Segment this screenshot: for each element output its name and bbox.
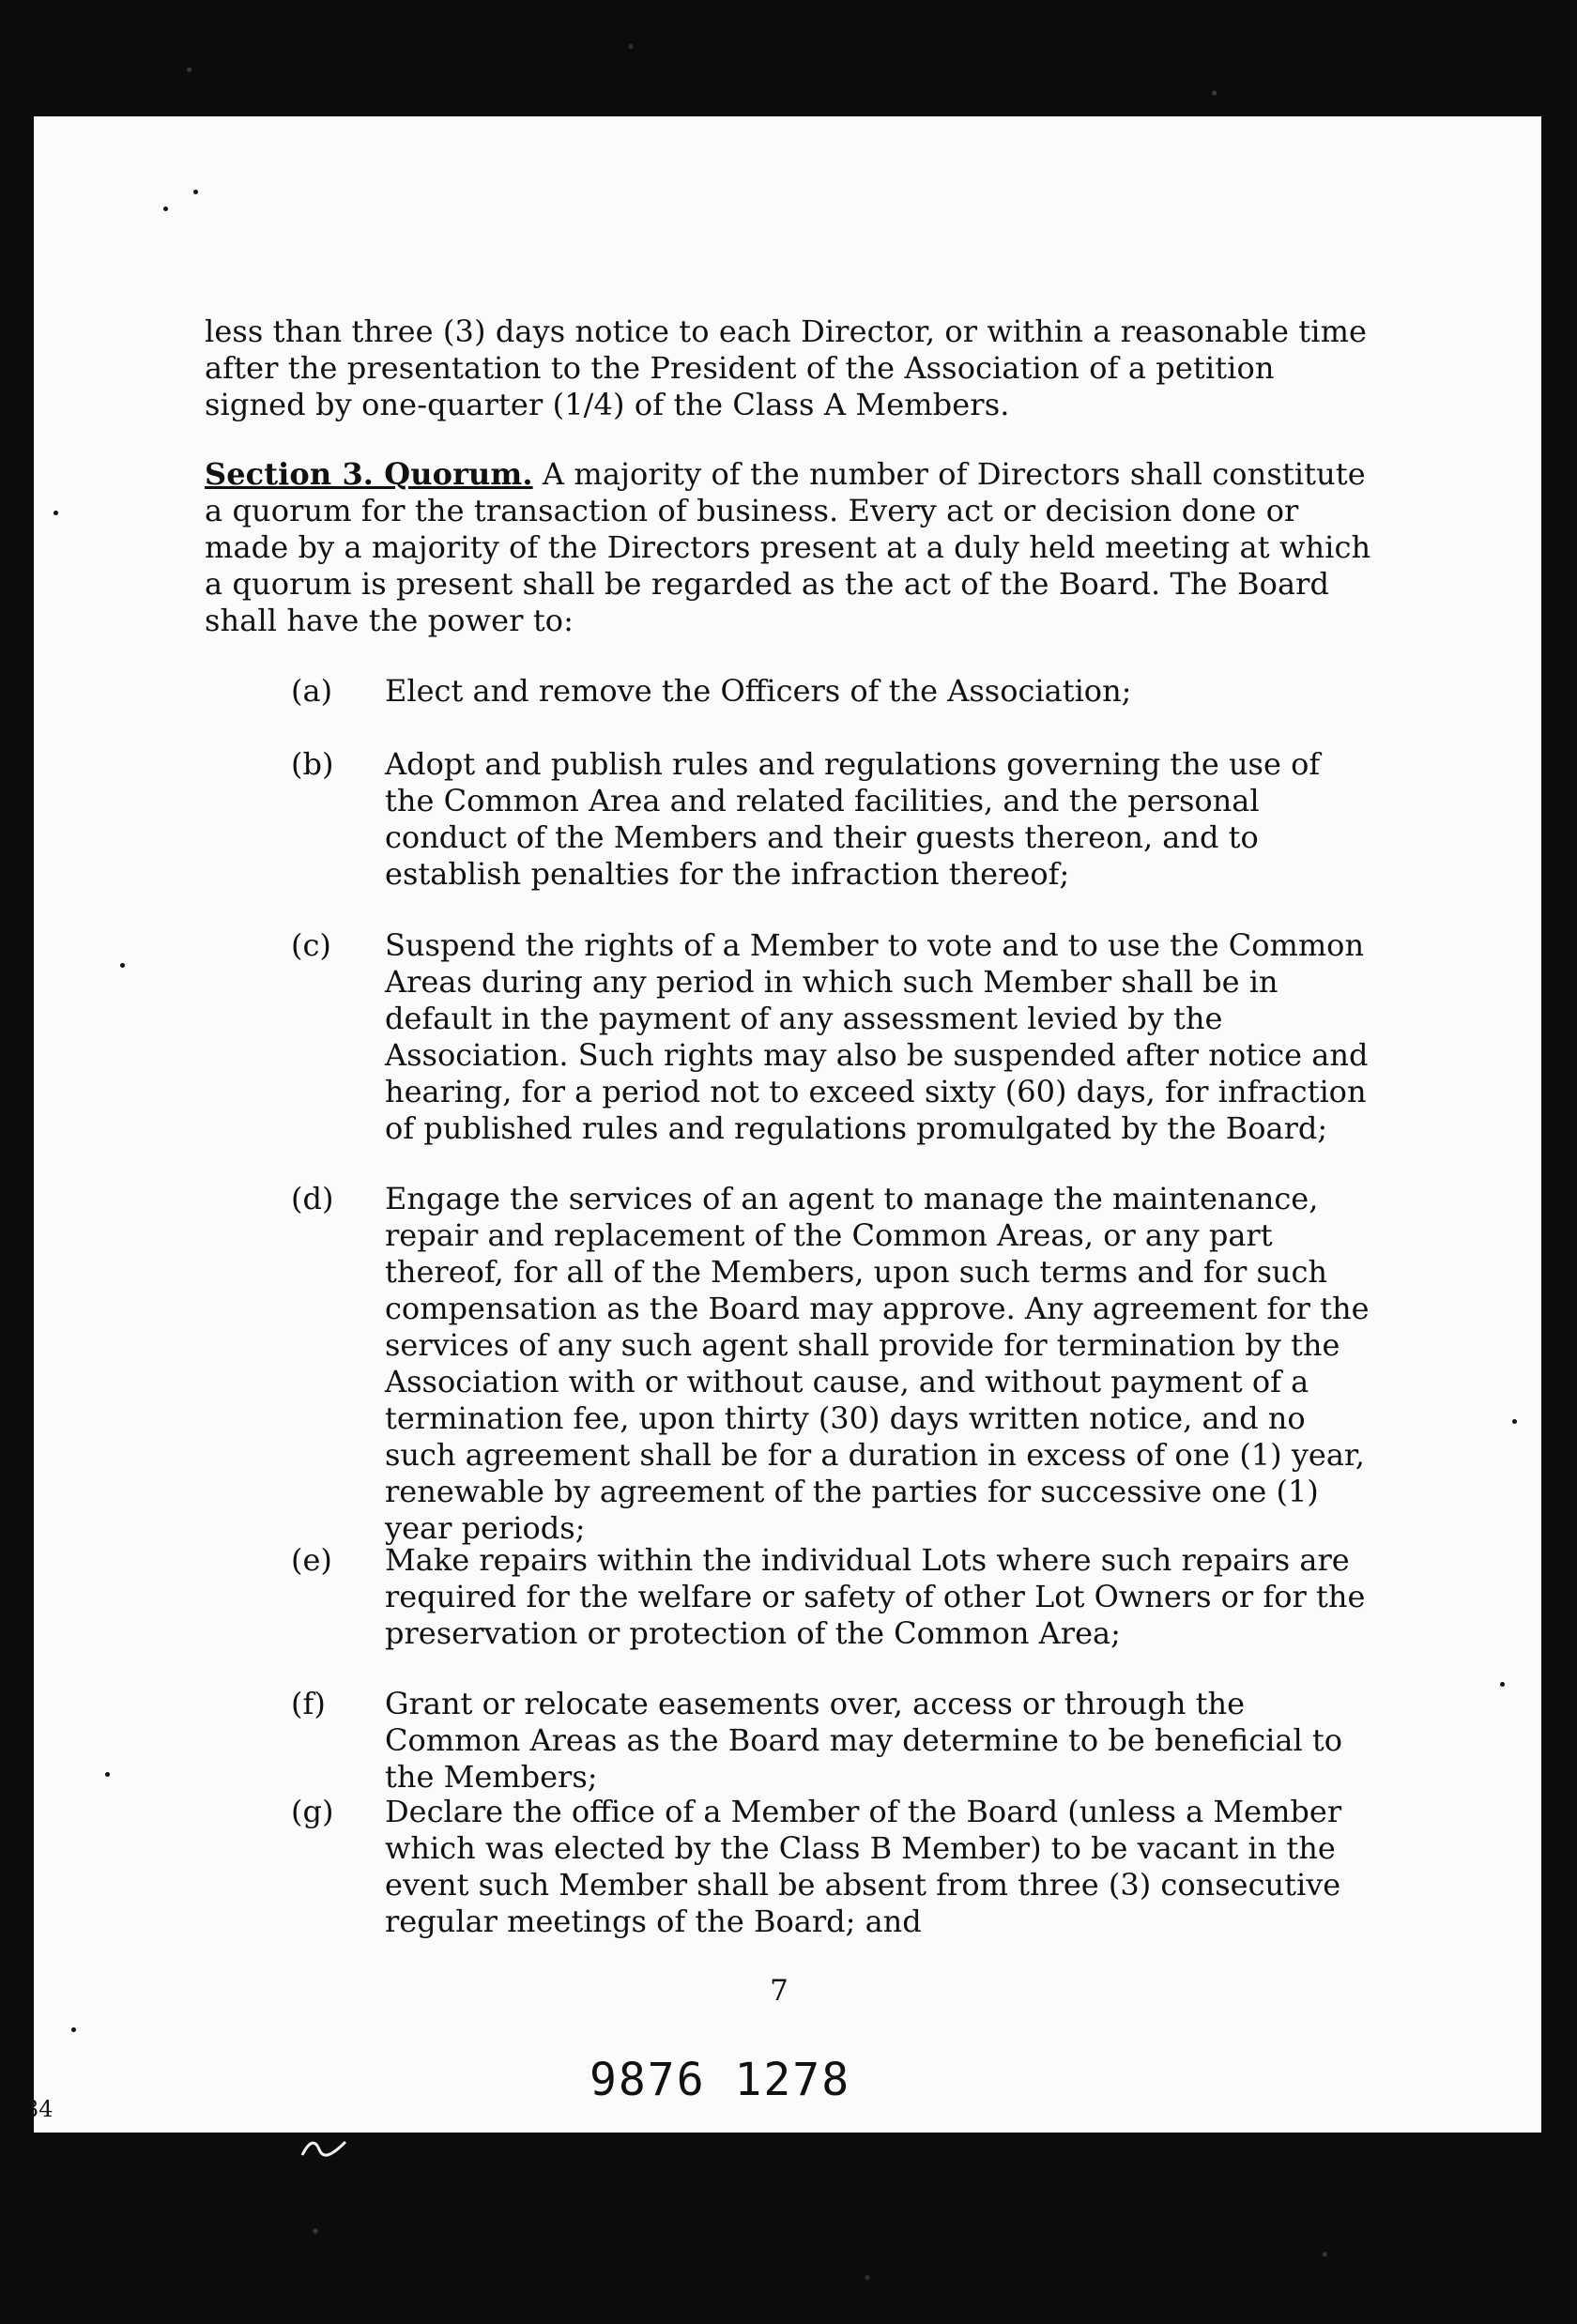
scan-speck [105,1772,110,1777]
section-body: A majority of the number of Directors shall constitute a quorum for the transaction of business. Every act or decision done or made by a majority of the Directors present at a duly held meeting at which a quorum is present shall be regarded as the act of the Board. The Board shall have the power to: [205,456,1371,638]
list-item-label: (e) [291,1542,332,1578]
list-item-text: Suspend the rights of a Member to vote and to use the Common Areas during any period in which such Member shall be in default in the payment of any assessment levied by the Association. Such rights may also be suspended after notice and hearing, for a period not to exceed sixty (60) days, for infraction of published rules and regulations promulgated by the Board; [385,927,1369,1146]
scan-speck [1500,1682,1505,1687]
margin-mark: 34 [24,2096,54,2122]
list-item-text: Engage the services of an agent to manage the maintenance, repair and replacement of the Common Areas, or any part thereof, for all of the Members, upon such terms and for such compensation as the Board may approve. Any agreement for the services of any such agent shall provide for termination by the Association with or without cause, and without payment of a termination fee, upon thirty (30) days written notice, and no such agreement shall be for a duration in excess of one (1) year, renewable by agreement of the parties for successive one (1) year periods; [385,1181,1370,1546]
section-3-paragraph [205,456,1376,639]
stamp-number: 9876 1278 [589,2054,851,2106]
list-item-label: (f) [291,1686,326,1721]
intro-paragraph: less than three (3) days notice to each Director, or within a reasonable time after the presentation to the President of the Association of a petition signed by one-quarter (1/4) of the Class A Members. [205,313,1368,422]
list-item-text: Elect and remove the Officers of the Association; [385,673,1132,709]
page-number: 7 [770,1974,788,2008]
scan-speck [193,190,198,194]
list-item-text: Make repairs within the individual Lots where such repairs are required for the welfare or safety of other Lot Owners or for the preservation or protection of the Common Area; [385,1542,1366,1651]
list-item-label: (g) [291,1794,334,1829]
scan-speck [1512,1419,1517,1424]
list-item-label: (d) [291,1181,334,1216]
scan-speck [71,2027,76,2032]
scan-speck [163,206,168,211]
scan-speck [120,963,125,968]
section-heading: Section 3. Quorum. [205,456,533,492]
list-item-text: Grant or relocate easements over, access or through the Common Areas as the Board may determine to be beneficial to the Members; [385,1686,1343,1795]
list-item-text: Declare the office of a Member of the Board (unless a Member which was elected by the Class B Member) to be vacant in the event such Member shall be absent from three (3) consecutive regular meetings of the Board; and [385,1794,1342,1939]
list-item-label: (c) [291,927,331,963]
scan-mark-icon [299,2134,351,2161]
scan-speck [54,511,58,515]
list-item-label: (b) [291,746,334,782]
list-item-text: Adopt and publish rules and regulations governing the use of the Common Area and related facilities, and the personal conduct of the Members and their guests thereon, and to establish penalties for the infraction thereof; [385,746,1321,892]
list-item-label: (a) [291,673,333,709]
